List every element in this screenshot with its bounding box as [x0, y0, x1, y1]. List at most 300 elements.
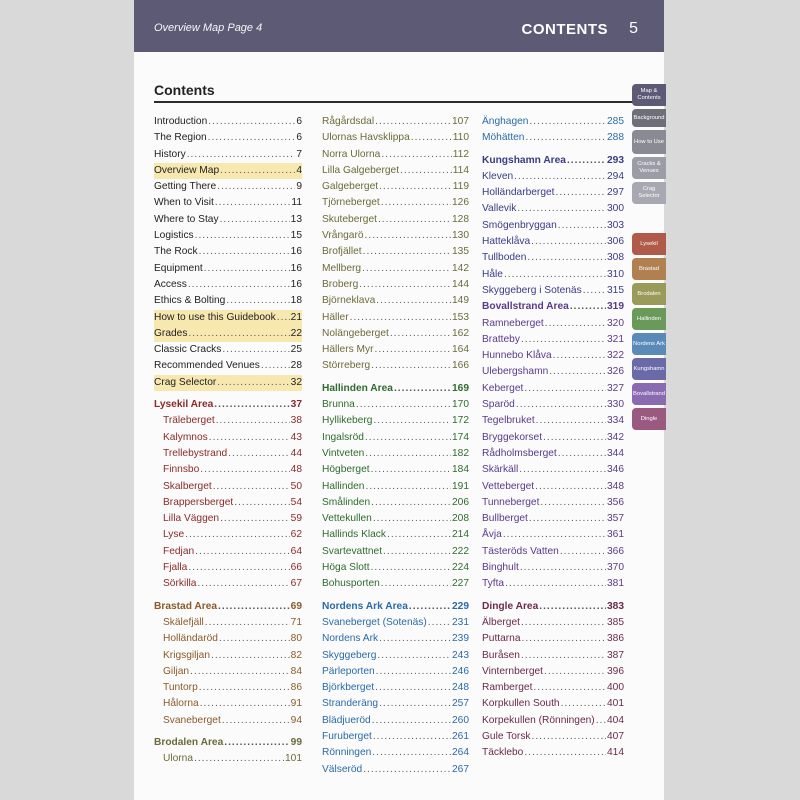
toc-entry[interactable]	[154, 751, 302, 767]
entry-title: Störreberg	[322, 360, 371, 372]
entry-page-number: 310	[607, 268, 624, 280]
entry-page-number: 170	[452, 399, 469, 411]
toc-entry[interactable]	[154, 326, 302, 342]
toc-entry[interactable]	[482, 169, 624, 185]
toc-entry[interactable]	[154, 560, 302, 576]
toc-entry[interactable]	[482, 283, 624, 299]
contents-column-3	[482, 114, 624, 762]
entry-title: Häller	[322, 311, 349, 323]
toc-entry[interactable]	[154, 413, 302, 429]
area-heading-entry[interactable]	[482, 299, 624, 315]
section-tab[interactable]: Dingle	[632, 408, 666, 430]
toc-entry[interactable]	[154, 277, 302, 293]
toc-entry[interactable]	[322, 479, 469, 495]
entry-page-number: 401	[607, 698, 624, 710]
section-tab[interactable]: Background	[632, 109, 666, 127]
entry-page-number: 334	[607, 415, 624, 427]
leader-dots	[373, 729, 451, 745]
leader-dots	[544, 664, 606, 680]
leader-dots	[519, 462, 606, 478]
toc-entry[interactable]	[322, 212, 469, 228]
toc-entry[interactable]	[322, 413, 469, 429]
leader-dots	[570, 299, 606, 315]
toc-entry[interactable]	[322, 130, 469, 146]
entry-title: Skuteberget	[322, 213, 377, 225]
entry-title: Mellberg	[322, 262, 362, 274]
toc-entry[interactable]	[482, 615, 624, 631]
entry-title: Skalberget	[163, 480, 212, 492]
entry-page-number: 172	[452, 415, 469, 427]
section-tab[interactable]: How to Use	[632, 130, 666, 154]
toc-entry[interactable]	[154, 310, 302, 326]
leader-dots	[409, 599, 451, 615]
entry-title: Holländaröd	[163, 633, 218, 645]
entry-page-number: 94	[290, 714, 302, 726]
toc-entry[interactable]	[482, 130, 624, 146]
entry-title: Finnsbo	[163, 464, 200, 476]
entry-title: Puttarna	[482, 633, 521, 645]
entry-page-number: 6	[296, 116, 302, 127]
entry-title: Pärleporten	[322, 665, 375, 677]
toc-entry[interactable]	[322, 713, 469, 729]
entry-title: Vrångarö	[322, 230, 364, 242]
entry-page-number: 166	[452, 360, 469, 372]
entry-title: Lyse	[163, 529, 185, 541]
leader-dots	[516, 397, 606, 413]
toc-entry[interactable]	[322, 664, 469, 680]
leader-dots	[195, 228, 290, 244]
toc-entry[interactable]	[154, 179, 302, 195]
toc-entry[interactable]	[154, 615, 302, 631]
toc-entry[interactable]	[322, 462, 469, 478]
toc-entry[interactable]	[322, 358, 469, 374]
toc-entry[interactable]	[322, 244, 469, 260]
toc-entry[interactable]	[482, 185, 624, 201]
leader-dots	[188, 326, 289, 342]
toc-entry[interactable]	[154, 446, 302, 462]
toc-entry[interactable]	[482, 218, 624, 234]
entry-page-number: 162	[452, 327, 469, 339]
entry-title: Where to Stay	[154, 213, 219, 225]
section-tab[interactable]: Brodalen	[632, 283, 666, 305]
toc-entry[interactable]	[154, 664, 302, 680]
entry-title: Rönningen	[322, 747, 372, 759]
section-tab[interactable]: Hallinden	[632, 308, 666, 330]
entry-page-number: 142	[452, 262, 469, 274]
entry-title: Blädjueröd	[322, 714, 371, 726]
entry-title: Älberget	[482, 616, 520, 628]
section-tab[interactable]: Lysekil	[632, 233, 666, 255]
entry-page-number: 126	[452, 197, 469, 209]
entry-page-number: 37	[290, 399, 302, 411]
toc-entry[interactable]	[482, 680, 624, 696]
leader-dots	[375, 114, 451, 130]
entry-title: Smögenbryggan	[482, 219, 557, 231]
toc-entry[interactable]	[322, 326, 469, 342]
entry-title: Brodalen Area	[154, 736, 224, 748]
toc-entry[interactable]	[154, 130, 302, 146]
entry-page-number: 16	[290, 278, 302, 290]
entry-page-number: 246	[452, 665, 469, 677]
entry-page-number: 9	[296, 181, 302, 193]
contents-column-2	[322, 114, 469, 778]
leader-dots	[277, 310, 290, 326]
toc-entry[interactable]	[322, 745, 469, 761]
entry-title: Vallevik	[482, 203, 517, 215]
section-tab[interactable]: Map & Contents	[632, 84, 666, 106]
leader-dots	[521, 615, 606, 631]
toc-entry[interactable]	[154, 544, 302, 560]
toc-entry[interactable]	[322, 576, 469, 592]
toc-entry[interactable]	[322, 631, 469, 647]
leader-dots	[561, 696, 606, 712]
leader-dots	[375, 680, 451, 696]
toc-entry[interactable]	[482, 267, 624, 283]
toc-entry[interactable]	[154, 495, 302, 511]
leader-dots	[188, 277, 290, 293]
leader-dots	[371, 462, 451, 478]
entry-title: Björkberget	[322, 682, 375, 694]
entry-page-number: 385	[607, 616, 624, 628]
toc-entry[interactable]	[482, 316, 624, 332]
toc-entry[interactable]	[482, 348, 624, 364]
entry-page-number: 346	[607, 464, 624, 476]
entry-title: Bullberget	[482, 513, 528, 525]
toc-entry[interactable]	[322, 696, 469, 712]
entry-title: Rågårdsdal	[322, 116, 375, 127]
section-tab[interactable]: Cracks & Venues	[632, 157, 666, 179]
entry-page-number: 327	[607, 382, 624, 394]
toc-entry[interactable]	[482, 250, 624, 266]
entry-page-number: 404	[607, 714, 624, 726]
leader-dots	[220, 511, 290, 527]
toc-entry[interactable]	[322, 729, 469, 745]
toc-entry[interactable]	[322, 615, 469, 631]
leader-dots	[200, 462, 289, 478]
toc-entry[interactable]	[482, 114, 624, 130]
toc-entry[interactable]	[322, 293, 469, 309]
entry-page-number: 64	[290, 545, 302, 557]
leader-dots	[377, 648, 451, 664]
leader-dots	[596, 713, 606, 729]
toc-entry[interactable]	[322, 195, 469, 211]
toc-entry[interactable]	[322, 342, 469, 358]
toc-entry[interactable]	[154, 462, 302, 478]
toc-entry[interactable]	[322, 446, 469, 462]
entry-title: Giljan	[163, 665, 190, 677]
entry-page-number: 224	[452, 562, 469, 574]
leader-dots	[194, 751, 284, 767]
toc-entry[interactable]	[154, 576, 302, 592]
toc-entry[interactable]	[482, 511, 624, 527]
entry-title: Keberget	[482, 382, 524, 394]
leader-dots	[228, 446, 289, 462]
entry-title: Kalymnos	[163, 431, 208, 443]
toc-entry[interactable]	[154, 147, 302, 163]
entry-page-number: 294	[607, 170, 624, 182]
leader-dots	[224, 735, 289, 751]
leader-dots	[567, 153, 606, 169]
area-heading-entry[interactable]	[482, 153, 624, 169]
entry-title: Lilla Galgeberget	[322, 164, 400, 176]
leader-dots	[363, 244, 451, 260]
entry-page-number: 267	[452, 763, 469, 775]
entry-page-number: 82	[290, 649, 302, 661]
leader-dots	[373, 413, 451, 429]
toc-entry[interactable]	[322, 560, 469, 576]
entry-title: Fjalla	[163, 562, 188, 574]
toc-entry[interactable]	[322, 762, 469, 778]
contents-heading: Contents	[154, 82, 215, 98]
entry-page-number: 50	[290, 480, 302, 492]
leader-dots	[365, 446, 451, 462]
leader-dots	[379, 631, 451, 647]
entry-title: Högberget	[322, 464, 370, 476]
entry-page-number: 315	[607, 284, 624, 296]
toc-entry[interactable]	[154, 114, 302, 130]
entry-title: Nordens Ark Area	[322, 600, 408, 612]
toc-entry[interactable]	[482, 364, 624, 380]
leader-dots	[517, 201, 606, 217]
toc-entry[interactable]	[154, 648, 302, 664]
toc-entry[interactable]	[482, 696, 624, 712]
entry-page-number: 112	[452, 148, 469, 160]
entry-page-number: 321	[607, 333, 624, 345]
area-heading-entry[interactable]	[322, 599, 469, 615]
leader-dots	[218, 599, 290, 615]
entry-title: Korpekullen (Rönningen)	[482, 714, 595, 726]
toc-entry[interactable]	[482, 713, 624, 729]
toc-entry[interactable]	[154, 527, 302, 543]
entry-page-number: 182	[452, 447, 469, 459]
toc-entry[interactable]	[482, 446, 624, 462]
toc-entry[interactable]	[154, 430, 302, 446]
leader-dots	[220, 212, 290, 228]
entry-page-number: 11	[291, 197, 302, 209]
entry-page-number: 86	[290, 682, 302, 694]
toc-entry[interactable]	[154, 195, 302, 211]
leader-dots	[558, 218, 606, 234]
toc-entry[interactable]	[322, 163, 469, 179]
entry-page-number: 54	[290, 496, 302, 508]
entry-title: Smålinden	[322, 496, 371, 508]
entry-page-number: 206	[452, 496, 469, 508]
toc-entry[interactable]	[482, 745, 624, 761]
leader-dots	[188, 560, 289, 576]
entry-page-number: 153	[452, 311, 469, 323]
section-tab[interactable]: Brastad	[632, 258, 666, 280]
toc-entry[interactable]	[322, 511, 469, 527]
toc-entry[interactable]	[154, 163, 302, 179]
toc-entry[interactable]	[482, 479, 624, 495]
entry-title: Hatteklåva	[482, 236, 531, 248]
area-heading-entry[interactable]	[154, 735, 302, 751]
section-tab[interactable]: Bovallstrand	[632, 383, 666, 405]
entry-page-number: 222	[452, 545, 469, 557]
entry-title: Gule Torsk	[482, 730, 531, 742]
toc-entry[interactable]	[482, 332, 624, 348]
toc-entry[interactable]	[322, 228, 469, 244]
area-heading-entry[interactable]	[322, 381, 469, 397]
toc-entry[interactable]	[322, 495, 469, 511]
toc-entry[interactable]	[322, 147, 469, 163]
leader-dots	[371, 560, 451, 576]
entry-page-number: 7	[296, 148, 302, 160]
toc-entry[interactable]	[482, 729, 624, 745]
entry-title: Änghagen	[482, 116, 529, 127]
section-tab[interactable]: Crag Selector	[632, 182, 666, 204]
entry-title: Tegelbruket	[482, 415, 535, 427]
entry-page-number: 48	[290, 464, 302, 476]
entry-page-number: 229	[452, 600, 469, 612]
toc-entry[interactable]	[482, 234, 624, 250]
toc-entry[interactable]	[322, 544, 469, 560]
entry-page-number: 306	[607, 236, 624, 248]
entry-page-number: 239	[452, 633, 469, 645]
toc-entry[interactable]	[154, 261, 302, 277]
entry-title: Kungshamn Area	[482, 154, 566, 166]
entry-page-number: 383	[607, 600, 624, 612]
toc-entry[interactable]	[154, 375, 302, 391]
toc-entry[interactable]	[154, 680, 302, 696]
toc-entry[interactable]	[154, 511, 302, 527]
toc-entry[interactable]	[322, 179, 469, 195]
toc-entry[interactable]	[482, 631, 624, 647]
entry-title: Tyfta	[482, 578, 505, 590]
toc-entry[interactable]	[482, 527, 624, 543]
toc-entry[interactable]	[322, 648, 469, 664]
entry-title: Recommended Venues	[154, 360, 260, 372]
toc-entry[interactable]	[482, 413, 624, 429]
toc-entry[interactable]	[154, 293, 302, 309]
entry-title: Skyggeberg	[322, 649, 377, 661]
entry-page-number: 135	[452, 246, 469, 258]
entry-title: Overview Map	[154, 164, 220, 176]
entry-page-number: 285	[607, 116, 624, 127]
contents-column-1	[154, 114, 302, 768]
entry-title: Brofjället	[322, 246, 362, 258]
entry-title: Furuberget	[322, 730, 372, 742]
leader-dots	[504, 267, 606, 283]
entry-page-number: 319	[607, 301, 624, 313]
toc-entry[interactable]	[322, 680, 469, 696]
toc-entry[interactable]	[154, 212, 302, 228]
toc-entry[interactable]	[322, 430, 469, 446]
toc-entry[interactable]	[154, 342, 302, 358]
leader-dots	[222, 342, 289, 358]
section-tab[interactable]: Kungshamn	[632, 358, 666, 380]
toc-entry[interactable]	[322, 397, 469, 413]
toc-entry[interactable]	[482, 648, 624, 664]
entry-title: When to Visit	[154, 197, 214, 209]
entry-page-number: 67	[290, 578, 302, 590]
entry-title: Bovallstrand Area	[482, 301, 569, 313]
toc-entry[interactable]	[322, 310, 469, 326]
leader-dots	[536, 413, 606, 429]
leader-dots	[197, 576, 289, 592]
toc-entry[interactable]	[482, 560, 624, 576]
leader-dots	[234, 495, 289, 511]
entry-page-number: 320	[607, 317, 624, 329]
leader-dots	[521, 332, 606, 348]
toc-entry[interactable]	[322, 114, 469, 130]
leader-dots	[365, 479, 451, 495]
entry-page-number: 69	[290, 600, 302, 612]
entry-title: Classic Cracks	[154, 344, 222, 356]
leader-dots	[394, 381, 451, 397]
entry-page-number: 169	[452, 382, 469, 394]
toc-entry[interactable]	[154, 631, 302, 647]
leader-dots	[211, 648, 290, 664]
leader-dots	[527, 250, 606, 266]
leader-dots	[383, 544, 451, 560]
leader-dots	[556, 185, 607, 201]
heading-rule	[154, 101, 644, 103]
entry-title: Broberg	[322, 278, 359, 290]
toc-entry[interactable]	[482, 544, 624, 560]
toc-entry[interactable]	[154, 358, 302, 374]
toc-entry[interactable]	[482, 397, 624, 413]
entry-title: Vinternberget	[482, 665, 543, 677]
entry-title: Kleven	[482, 170, 514, 182]
entry-title: Crag Selector	[154, 376, 217, 388]
area-heading-entry[interactable]	[154, 599, 302, 615]
entry-title: Ethics & Bolting	[154, 295, 226, 307]
toc-entry[interactable]	[482, 430, 624, 446]
toc-entry[interactable]	[154, 713, 302, 729]
entry-page-number: 38	[290, 415, 302, 427]
toc-entry[interactable]	[322, 277, 469, 293]
entry-title: Sörkilla	[163, 578, 197, 590]
toc-entry[interactable]	[482, 495, 624, 511]
toc-entry[interactable]	[154, 244, 302, 260]
leader-dots	[428, 615, 451, 631]
entry-page-number: 308	[607, 252, 624, 264]
entry-page-number: 101	[285, 753, 302, 765]
entry-title: Dingle Area	[482, 600, 539, 612]
leader-dots	[222, 713, 290, 729]
area-heading-entry[interactable]	[482, 599, 624, 615]
entry-page-number: 387	[607, 649, 624, 661]
toc-entry[interactable]	[482, 381, 624, 397]
section-tab[interactable]: Nordens Ark	[632, 333, 666, 355]
toc-entry[interactable]	[482, 576, 624, 592]
guidebook-page	[134, 0, 664, 800]
entry-page-number: 243	[452, 649, 469, 661]
entry-title: Introduction	[154, 116, 208, 127]
toc-entry[interactable]	[154, 696, 302, 712]
header-left-text: Overview Map Page 4	[154, 22, 263, 34]
area-heading-entry[interactable]	[154, 397, 302, 413]
leader-dots	[365, 228, 451, 244]
toc-entry[interactable]	[322, 527, 469, 543]
entry-page-number: 71	[290, 616, 302, 628]
toc-entry[interactable]	[482, 201, 624, 217]
toc-entry[interactable]	[154, 228, 302, 244]
leader-dots	[529, 114, 606, 130]
leader-dots	[216, 413, 290, 429]
entry-page-number: 16	[290, 262, 302, 274]
entry-page-number: 342	[607, 431, 624, 443]
toc-entry[interactable]	[482, 462, 624, 478]
toc-entry[interactable]	[154, 479, 302, 495]
entry-page-number: 184	[452, 464, 469, 476]
entry-page-number: 13	[290, 213, 302, 225]
toc-entry[interactable]	[322, 261, 469, 277]
entry-page-number: 18	[290, 295, 302, 307]
toc-entry[interactable]	[482, 664, 624, 680]
entry-page-number: 80	[290, 633, 302, 645]
